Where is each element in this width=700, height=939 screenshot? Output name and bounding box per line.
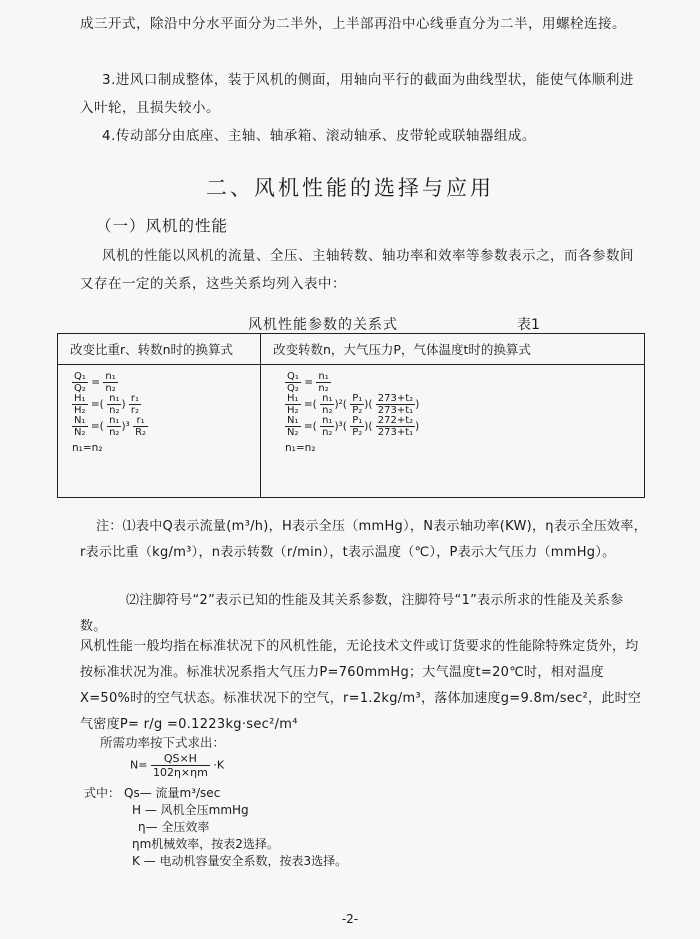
power-formula [130,752,224,779]
formula-h-ratio: $\frac{\text{H₁}}{\text{H₂}}$ =( $\frac{\text{n₁}}{\text{n₂}}$ ) $\frac{\text{r₁}}{\text{r₂}}$ [74,393,140,416]
legend-item-safety-factor: K — 电动机容量安全系数，按表3选择。 [132,854,348,868]
intro-line-1: 成三开式，除沿中分水平面分为二半外，上半部再沿中心线垂直分为二半，用螺栓连接。 [80,16,626,32]
table-cell-col1 [58,365,261,498]
formula-n-ratio: $\frac{\text{N₁}}{\text{N₂}}$ =( $\frac{\text{n₁}}{\text{n₂}}$ )³ $\frac{\text{r₁}}{\text{R₂}}$ [74,415,147,438]
table-header-col1: 改变比重r、转数n时的换算式 [58,334,261,365]
legend-prefix: 式中： [84,786,121,800]
formula-n-ratio-2: $\frac{\text{N₁}}{\text{N₂}}$ =( $\frac{\text{n₁}}{\text{n₂}}$ )³( $\frac{\text{P₁}}{\text{P₂}}$ )( $\frac{\text{272+t₂}}{\text{273+t₁}}$ ) [287,415,420,438]
formula-q-ratio: $\frac{\text{Q₁}}{\text{Q₂}}$ = $\frac{\text{n₁}}{\text{n₂}}$ [74,371,116,394]
formula-speed-equal-2: n₁=n₂ [285,442,316,454]
note-2: ⑵注脚符号“2”表示已知的性能及其关系参数，注脚符号“1”表示所求的性能及关系参数。 [80,593,624,634]
legend-item-efficiency: η— 全压效率 [138,820,210,834]
table-number: 表1 [517,317,540,333]
table-header-col2: 改变转数n，大气压力P，气体温度t时的换算式 [261,334,645,365]
note-1: 注：⑴表中Q表示流量(m³/h)，H表示全压（mmHg），N表示轴功率(KW)，η表示全压效率，r表示比重（kg/m³），n表示转数（r/min），t表示温度（℃），P表示大气压力（mmHg）。 [80,519,647,560]
formula-tail: ·K [213,758,225,772]
section-title: 二、风机性能的选择与应用 [206,176,494,200]
table-title: 风机性能参数的关系式 [248,317,398,333]
paragraph-performance: 风机的性能以风机的流量、全压、主轴转数、轴功率和效率等参数表示之，而各参数间又存在一定的关系，这些关系均列入表中： [80,248,634,292]
parameter-table [57,333,645,498]
intro-line-2: 3.进风口制成整体，装于风机的侧面，用轴向平行的截面为曲线型状，能使气体顺利进入叶轮，且损失较小。 [80,72,634,116]
subsection-title: （一）风机的性能 [96,217,229,235]
table-cell-col2 [261,365,645,498]
paragraph-standard-conditions: 风机性能一般均指在标准状况下的风机性能，无论技术文件或订货要求的性能除特殊定货外，均按标准状况为准。标准状况系指大气压力P=760mmHg；大气温度t=20℃时，相对温度X=50%时的空气状态。标准状况下的空气，r=1.2kg/m³，落体加速度g=9.8m/sec²，此时空气密度P= r/g =0.1223kg·sec²/m⁴ [80,639,642,732]
formula-lhs: N= [130,758,148,772]
legend-item-mech-efficiency: ηm机械效率，按表2选择。 [132,837,279,851]
formula-denominator: 102η×ηm [152,766,208,779]
formula-speed-equal: n₁=n₂ [72,442,103,454]
intro-line-3: 4.传动部分由底座、主轴、轴承箱、滚动轴承、皮带轮或联轴器组成。 [102,128,536,144]
formula-h-ratio-2: $\frac{\text{H₁}}{\text{H₂}}$ =( $\frac{\text{n₁}}{\text{n₂}}$ )²( $\frac{\text{P₁}}{\text{P₂}}$ )( $\frac{\text{273+t₂}}{\text{273+t₁}}$ ) [287,393,420,416]
formula-numerator: QS×H [151,752,210,766]
legend-item-flow: Qs— 流量m³/sec [124,786,221,800]
page-number: -2- [341,912,359,926]
formula-q-ratio-2: $\frac{\text{Q₁}}{\text{Q₂}}$ = $\frac{\text{n₁}}{\text{n₂}}$ [287,371,329,394]
power-intro: 所需功率按下式求出： [100,735,226,750]
legend-item-pressure: H — 风机全压mmHg [132,803,249,817]
